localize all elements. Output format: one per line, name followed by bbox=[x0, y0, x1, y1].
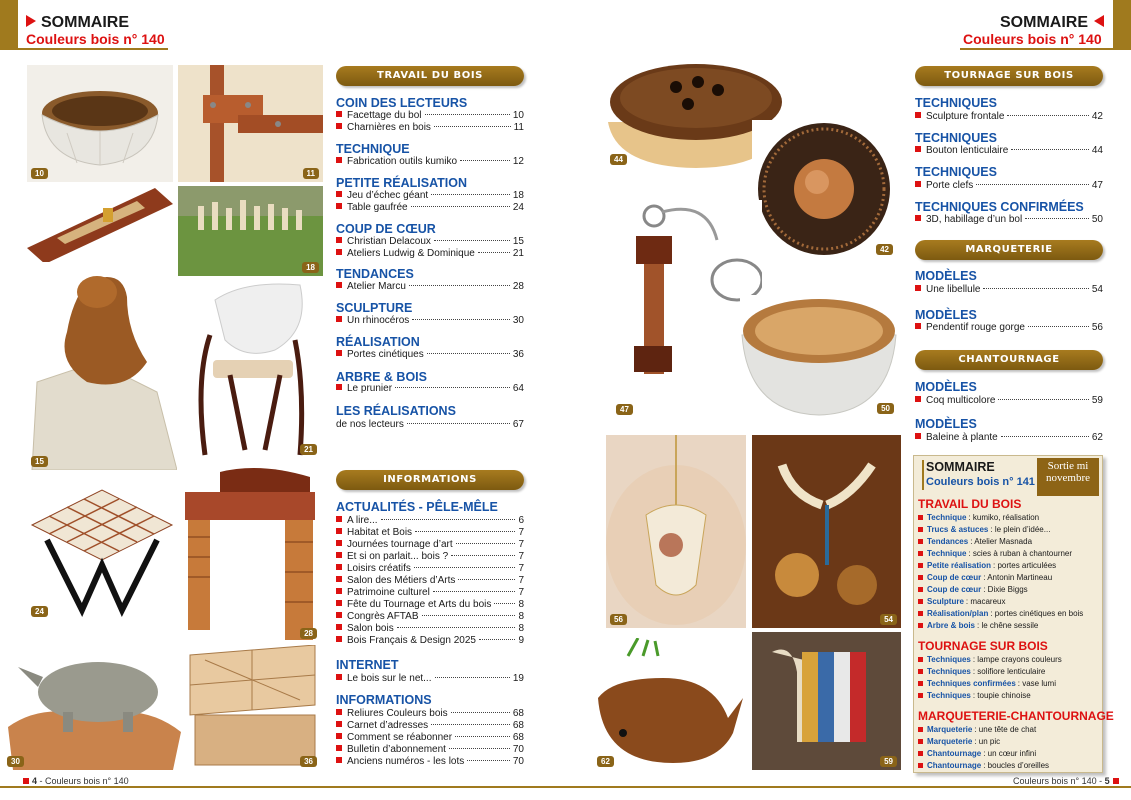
section-title: COIN DES LECTEURS bbox=[336, 96, 468, 110]
toc-entry[interactable]: Bouton lenticulaire 44 bbox=[915, 144, 1103, 157]
photo-number: 54 bbox=[880, 614, 897, 625]
section-title: MODÈLES bbox=[915, 417, 977, 431]
next-item: Coup de cœur : Dixie Biggs bbox=[918, 585, 1028, 594]
left-page-title: SOMMAIRE bbox=[41, 14, 129, 31]
next-issue-accent bbox=[922, 460, 924, 490]
photo-3d-bowl bbox=[740, 295, 898, 417]
right-header-rule bbox=[960, 48, 1113, 50]
photo-number: 62 bbox=[597, 756, 614, 767]
next-item: Trucs & astuces : le plein d’idée... bbox=[918, 525, 1050, 534]
photo-kinetic-doors bbox=[185, 645, 321, 770]
next-section-title: TOURNAGE SUR BOIS bbox=[918, 639, 1048, 653]
toc-entry[interactable]: A lire... 6 bbox=[336, 514, 524, 527]
section-title: ARBRE & BOIS bbox=[336, 370, 427, 384]
next-item: Technique : scies à ruban à chantourner bbox=[918, 549, 1072, 558]
section-title: SCULPTURE bbox=[336, 301, 413, 315]
toc-entry[interactable]: Un rhinocéros 30 bbox=[336, 314, 524, 327]
photo-number: 50 bbox=[877, 403, 894, 414]
next-item: Marqueterie : un pic bbox=[918, 737, 1000, 746]
toc-entry[interactable]: Baleine à plante 62 bbox=[915, 431, 1103, 444]
toc-entry[interactable]: Patrimoine culturel 7 bbox=[336, 586, 524, 599]
section-title: COUP DE CŒUR bbox=[336, 222, 436, 236]
next-item: Arbre & bois : le chêne sessile bbox=[918, 621, 1038, 630]
toc-entry[interactable]: Porte clefs 47 bbox=[915, 179, 1103, 192]
photo-designer-chair bbox=[185, 280, 321, 458]
pill-chantournage: CHANTOURNAGE bbox=[915, 350, 1103, 370]
toc-entry[interactable]: Charnières en bois 11 bbox=[336, 121, 524, 134]
photo-whale-planter bbox=[593, 638, 743, 770]
toc-entry[interactable]: Journées tournage d’art 7 bbox=[336, 538, 524, 551]
photo-number: 59 bbox=[880, 756, 897, 767]
toc-entry[interactable]: Habitat et Bois 7 bbox=[336, 526, 524, 539]
triangle-right-icon bbox=[26, 15, 36, 27]
right-accent-bar bbox=[1113, 0, 1131, 50]
toc-entry[interactable]: Et si on parlait... bois ? 7 bbox=[336, 550, 524, 563]
photo-faceted-bowl bbox=[27, 65, 173, 182]
photo-marcu-desk bbox=[180, 462, 321, 642]
section-title: TECHNIQUES bbox=[915, 165, 997, 179]
pill-marqueterie: MARQUETERIE bbox=[915, 240, 1103, 260]
next-item: Technique : kumiko, réalisation bbox=[918, 513, 1039, 522]
toc-entry[interactable]: Congrès AFTAB 8 bbox=[336, 610, 524, 623]
next-item: Petite réalisation : portes articulées bbox=[918, 561, 1056, 570]
next-item: Techniques confirmées : vase lumi bbox=[918, 679, 1056, 688]
toc-entry[interactable]: Le prunier 64 bbox=[336, 382, 524, 395]
photo-number: 36 bbox=[300, 756, 317, 767]
section-title: RÉALISATION bbox=[336, 335, 420, 349]
next-item: Réalisation/plan : portes cinétiques en bois bbox=[918, 609, 1083, 618]
section-title: INFORMATIONS bbox=[336, 693, 432, 707]
next-item: Chantournage : un cœur infini bbox=[918, 749, 1036, 758]
section-title: TENDANCES bbox=[336, 267, 414, 281]
photo-robin-pendant bbox=[606, 435, 746, 628]
toc-entry[interactable]: Portes cinétiques 36 bbox=[336, 348, 524, 361]
toc-entry[interactable]: Pendentif rouge gorge 56 bbox=[915, 321, 1103, 334]
toc-entry[interactable]: Table gaufrée 24 bbox=[336, 201, 524, 214]
photo-number: 30 bbox=[7, 756, 24, 767]
triangle-left-icon bbox=[1094, 15, 1104, 27]
left-page-subtitle: Couleurs bois n° 140 bbox=[26, 31, 165, 47]
toc-entry[interactable]: Fête du Tournage et Arts du bois 8 bbox=[336, 598, 524, 611]
left-accent-bar bbox=[0, 0, 18, 50]
photo-giant-chess bbox=[178, 186, 323, 276]
toc-entry[interactable]: Anciens numéros - les lots 70 bbox=[336, 755, 524, 768]
section-title: INTERNET bbox=[336, 658, 399, 672]
toc-entry[interactable]: 3D, habillage d’un bol 50 bbox=[915, 213, 1103, 226]
section-title: TECHNIQUES bbox=[915, 96, 997, 110]
photo-number: 47 bbox=[616, 404, 633, 415]
next-issue-box bbox=[913, 455, 1114, 773]
toc-entry[interactable]: Coq multicolore 59 bbox=[915, 394, 1103, 407]
photo-number: 28 bbox=[300, 628, 317, 639]
photo-rhinoceros bbox=[3, 632, 183, 770]
next-item: Chantournage : boucles d’oreilles bbox=[918, 761, 1049, 770]
next-item: Marqueterie : une tête de chat bbox=[918, 725, 1036, 734]
section-title: LES RÉALISATIONS bbox=[336, 404, 456, 418]
photo-number: 24 bbox=[31, 606, 48, 617]
photo-number: 11 bbox=[303, 168, 319, 179]
toc-entry[interactable]: Comment se réabonner 68 bbox=[336, 731, 524, 744]
photo-number: 21 bbox=[300, 444, 317, 455]
next-item: Techniques : lampe crayons couleurs bbox=[918, 655, 1062, 664]
photo-number: 15 bbox=[31, 456, 48, 467]
next-item: Sculpture : macareux bbox=[918, 597, 1005, 606]
pill-travail-du-bois: TRAVAIL DU BOIS bbox=[336, 66, 524, 86]
footer-left: 4 - Couleurs bois n° 140 bbox=[20, 776, 129, 786]
right-page-title: SOMMAIRE bbox=[1000, 14, 1088, 31]
footer-rule bbox=[0, 786, 1131, 788]
toc-entry[interactable]: Le bois sur le net... 19 bbox=[336, 672, 524, 685]
toc-entry[interactable]: Une libellule 54 bbox=[915, 283, 1103, 296]
pill-tournage-sur-bois: TOURNAGE SUR BOIS bbox=[915, 66, 1103, 86]
photo-number: 18 bbox=[302, 262, 319, 273]
toc-entry[interactable]: Fabrication outils kumiko 12 bbox=[336, 155, 524, 168]
next-section-title: TRAVAIL DU BOIS bbox=[918, 497, 1022, 511]
photo-lenticular-button bbox=[752, 120, 897, 258]
toc-entry[interactable]: Bois Français & Design 2025 9 bbox=[336, 634, 524, 647]
next-issue-title: SOMMAIRE bbox=[926, 460, 995, 474]
toc-entry[interactable]: Facettage du bol 10 bbox=[336, 109, 524, 122]
section-title: TECHNIQUES CONFIRMÉES bbox=[915, 200, 1084, 214]
toc-entry[interactable]: Atelier Marcu 28 bbox=[336, 280, 524, 293]
next-item: Tendances : Atelier Masnada bbox=[918, 537, 1032, 546]
photo-number: 42 bbox=[876, 244, 893, 255]
next-item: Techniques : toupie chinoise bbox=[918, 691, 1031, 700]
next-section-title: MARQUETERIE-CHANTOURNAGE bbox=[918, 709, 1114, 723]
toc-entry[interactable]: Salon bois 8 bbox=[336, 622, 524, 635]
section-title: ACTUALITÉS - PÊLE-MÊLE bbox=[336, 500, 498, 514]
photo-number: 10 bbox=[31, 168, 48, 179]
footer-right: Couleurs bois n° 140 - 5 bbox=[1013, 776, 1122, 786]
section-title: MODÈLES bbox=[915, 380, 977, 394]
toc-entry[interactable]: Salon des Métiers d’Arts 7 bbox=[336, 574, 524, 587]
photo-number: 44 bbox=[610, 154, 627, 165]
photo-multicolor-rooster bbox=[752, 632, 901, 770]
toc-entry[interactable]: Bulletin d’abonnement 70 bbox=[336, 743, 524, 756]
toc-entry[interactable]: Reliures Couleurs bois 68 bbox=[336, 707, 524, 720]
next-item: Techniques : solifiore lenticulaire bbox=[918, 667, 1045, 676]
section-title: MODÈLES bbox=[915, 269, 977, 283]
toc-entry[interactable]: Loisirs créatifs 7 bbox=[336, 562, 524, 575]
toc-entry[interactable]: de nos lecteurs 67 bbox=[336, 419, 524, 430]
toc-entry[interactable]: Jeu d’échec géant 18 bbox=[336, 189, 524, 202]
right-page-subtitle: Couleurs bois n° 140 bbox=[963, 31, 1102, 47]
toc-entry[interactable]: Ateliers Ludwig & Dominique 21 bbox=[336, 247, 524, 260]
next-issue-subtitle: Couleurs bois n° 141 bbox=[926, 476, 1035, 488]
photo-wood-hinge bbox=[178, 65, 323, 182]
left-header-rule bbox=[18, 48, 168, 50]
toc-entry[interactable]: Christian Delacoux 15 bbox=[336, 235, 524, 248]
section-title: TECHNIQUES bbox=[915, 131, 997, 145]
release-badge: Sortie mi novembre bbox=[1037, 458, 1099, 496]
photo-otter-sculpture bbox=[27, 262, 177, 470]
photo-number: 56 bbox=[610, 614, 627, 625]
photo-dragonfly-marquetry bbox=[752, 435, 901, 628]
section-title: PETITE RÉALISATION bbox=[336, 176, 468, 190]
section-title: TECHNIQUE bbox=[336, 142, 410, 156]
toc-entry[interactable]: Sculpture frontale 42 bbox=[915, 110, 1103, 123]
pill-informations: INFORMATIONS bbox=[336, 470, 524, 490]
photo-waffle-table bbox=[27, 480, 177, 620]
toc-entry[interactable]: Carnet d’adresses 68 bbox=[336, 719, 524, 732]
section-title: MODÈLES bbox=[915, 308, 977, 322]
next-item: Coup de cœur : Antonin Martineau bbox=[918, 573, 1052, 582]
